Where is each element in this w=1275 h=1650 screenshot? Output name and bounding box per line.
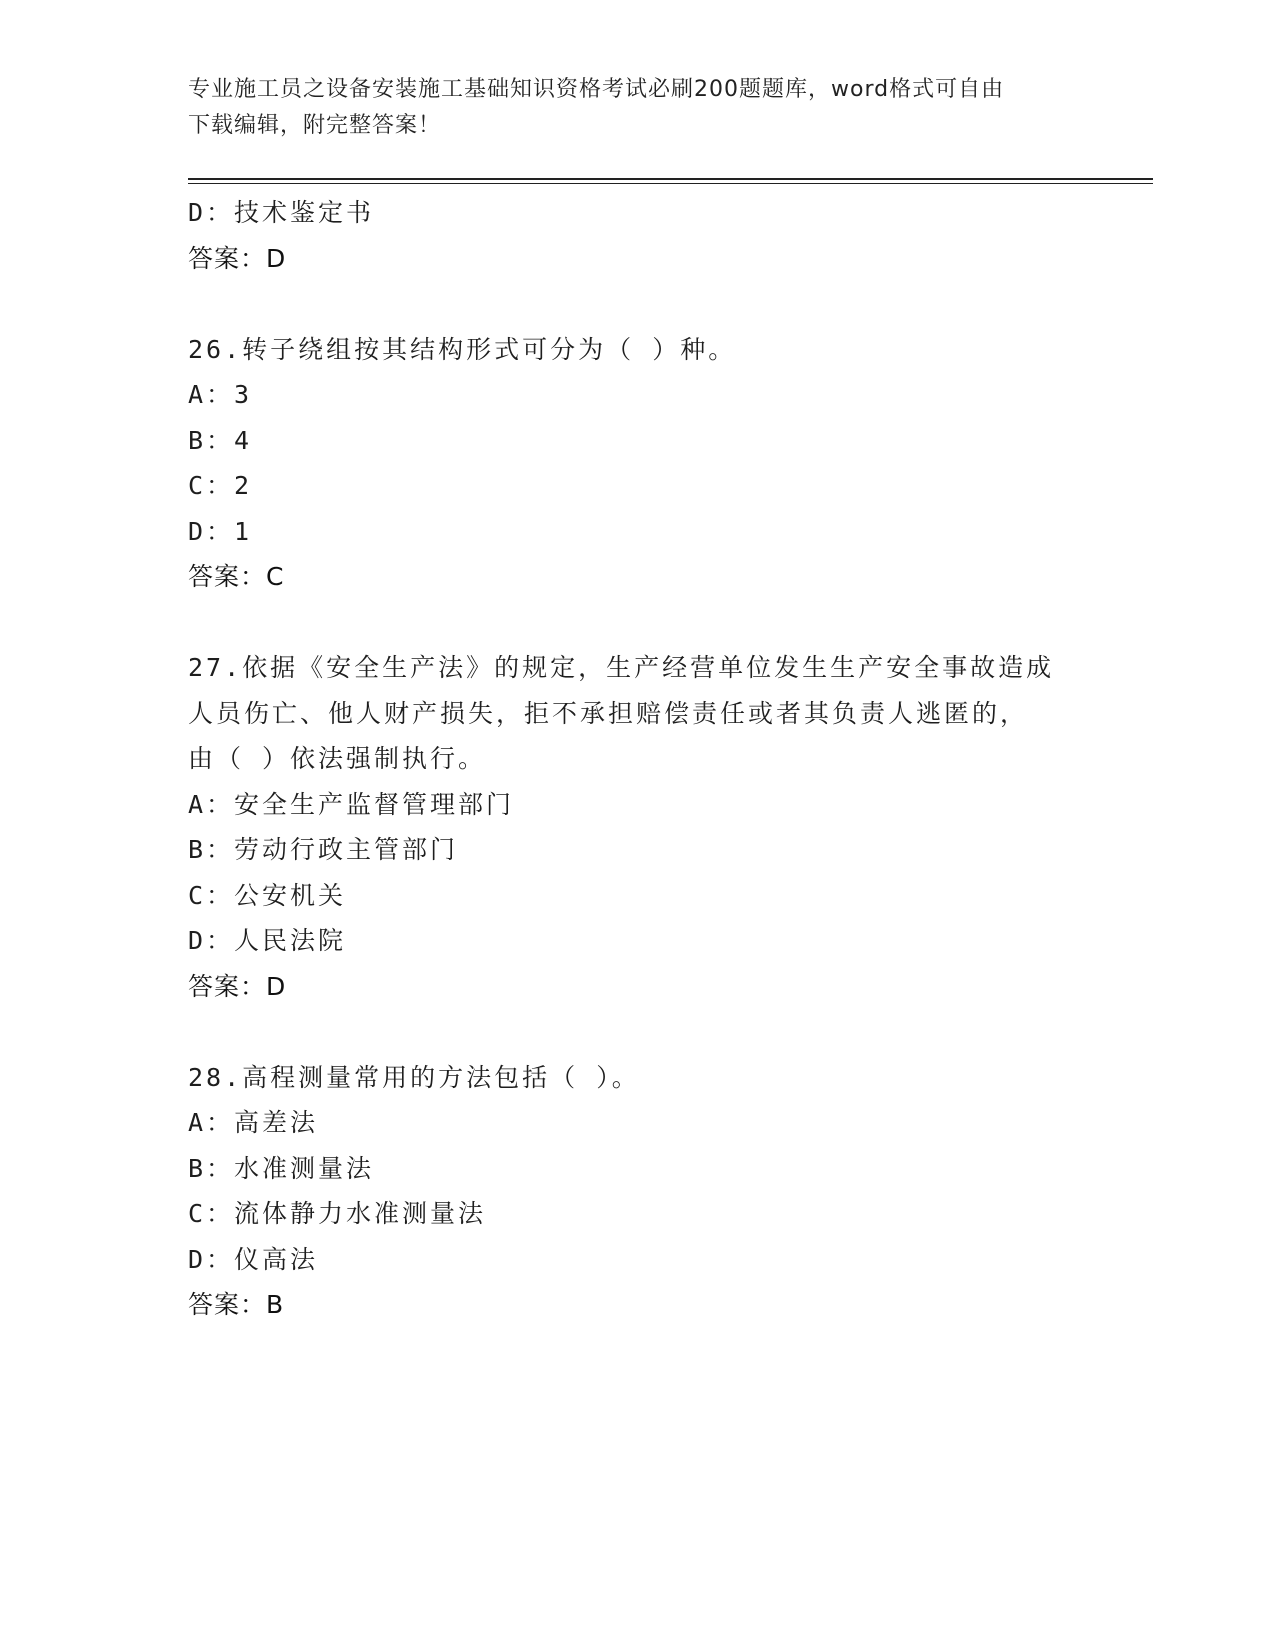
- question-28: [188, 1055, 1088, 1328]
- option-b: B：劳动行政主管部门: [188, 835, 459, 864]
- option-c: C：公安机关: [188, 880, 347, 910]
- option-b: B：4: [188, 425, 253, 455]
- option-b: B：水准测量法: [188, 1153, 375, 1183]
- question-stem: 28.高程测量常用的方法包括（ ）。: [188, 1062, 640, 1092]
- option-a: A：高差法: [188, 1108, 319, 1137]
- question-content: [188, 190, 1088, 1328]
- header-divider-thin: [188, 183, 1153, 184]
- option-d: D：仪高法: [188, 1244, 319, 1274]
- header-title-line-1: 专业施工员之设备安装施工基础知识资格考试必刷200题题库，word格式可自由: [188, 77, 1005, 102]
- question-stem: 由（ ）依法强制执行。: [188, 744, 487, 773]
- spacer: [188, 281, 1088, 327]
- option-d: D：1: [188, 516, 253, 546]
- spacer: [188, 600, 1088, 646]
- answer-line: 答案：C: [188, 562, 285, 591]
- spacer: [188, 1009, 1088, 1055]
- previous-question-tail: [188, 190, 1088, 281]
- option-d: D：技术鉴定书: [188, 198, 375, 227]
- document-header: [188, 72, 1068, 144]
- option-a: A：3: [188, 380, 253, 409]
- answer-line: 答案：D: [188, 971, 287, 1001]
- answer-line: 答案：B: [188, 1290, 285, 1319]
- header-divider-thick: [188, 178, 1153, 180]
- question-26: [188, 327, 1088, 600]
- option-a: A：安全生产监督管理部门: [188, 789, 515, 819]
- header-title-line-2: 下载编辑，附完整答案！: [188, 113, 442, 138]
- option-d: D：人民法院: [188, 926, 347, 955]
- answer-line: 答案：D: [188, 243, 287, 273]
- question-stem: 27.依据《安全生产法》的规定，生产经营单位发生生产安全事故造成: [188, 653, 1055, 682]
- option-c: C：2: [188, 471, 253, 500]
- option-c: C：流体静力水准测量法: [188, 1199, 487, 1228]
- question-stem: 26.转子绕组按其结构形式可分为（ ）种。: [188, 334, 737, 364]
- question-stem: 人员伤亡、他人财产损失，拒不承担赔偿责任或者其负责人逃匿的，: [188, 698, 1029, 728]
- question-27: [188, 645, 1088, 1009]
